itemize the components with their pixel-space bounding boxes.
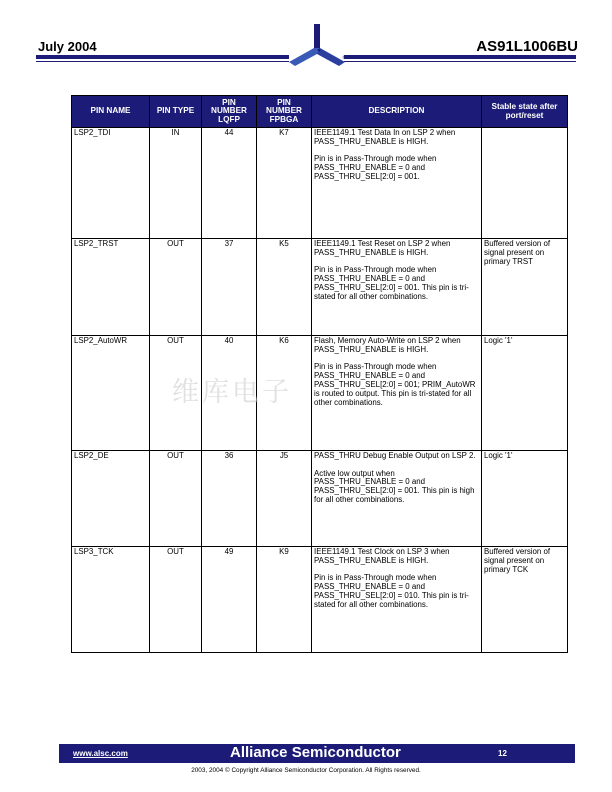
header-rule-right-thin: [344, 61, 576, 62]
table-header-row: [72, 96, 568, 128]
pin-lqfp-cell: 40: [202, 336, 257, 451]
description-cell: [312, 451, 482, 547]
column-header-pin-name: PIN NAME: [72, 96, 150, 128]
pin-description-table: [71, 95, 568, 653]
description-cell: [312, 547, 482, 653]
description-paragraph: Active low output when PASS_THRU_ENABLE = 0 and PASS_THRU_SEL[2:0] = 001. This pin is high for all other combinations.: [314, 468, 475, 504]
description-paragraph: PASS_THRU Debug Enable Output on LSP 2.: [314, 451, 476, 460]
description-paragraph: Pin is in Pass-Through mode when PASS_THRU_ENABLE = 0 and PASS_THRU_SEL[2:0] = 001. This pin is tri-stated for all other combinations.: [314, 265, 469, 301]
stable-state-cell: [482, 128, 568, 239]
header-rule-right: [344, 55, 576, 59]
pin-lqfp-cell: 44: [202, 128, 257, 239]
description-paragraph: IEEE1149.1 Test Reset on LSP 2 when PASS_THRU_ENABLE is HIGH.: [314, 239, 451, 257]
pin-name-cell: LSP2_DE: [72, 451, 150, 547]
pin-fpbga-cell: K6: [257, 336, 312, 451]
header-part-number: AS91L1006BU: [476, 38, 578, 55]
table-row: [72, 451, 568, 547]
description-paragraph: Flash, Memory Auto-Write on LSP 2 when PASS_THRU_ENABLE is HIGH.: [314, 336, 461, 354]
header-rule-left-thin: [36, 61, 289, 62]
stable-state-cell: Logic '1': [482, 451, 568, 547]
stable-state-cell: Logic '1': [482, 336, 568, 451]
table-row: [72, 239, 568, 336]
pin-name-cell: LSP3_TCK: [72, 547, 150, 653]
description-paragraph: IEEE1149.1 Test Clock on LSP 3 when PASS_THRU_ENABLE is HIGH.: [314, 547, 450, 565]
column-header-stable-state: Stable state after port/reset: [482, 96, 568, 128]
pin-lqfp-cell: 36: [202, 451, 257, 547]
column-header-pin-number-fpbga: PIN NUMBER FPBGA: [257, 96, 312, 128]
footer-page-number: 12: [498, 749, 507, 758]
alliance-logo-icon: [287, 22, 347, 68]
pin-name-cell: LSP2_AutoWR: [72, 336, 150, 451]
pin-type-cell: OUT: [150, 451, 202, 547]
pin-name-cell: LSP2_TDI: [72, 128, 150, 239]
pin-name-cell: LSP2_TRST: [72, 239, 150, 336]
footer-company-name: Alliance Semiconductor: [230, 744, 401, 761]
description-paragraph: Pin is in Pass-Through mode when PASS_THRU_ENABLE = 0 and PASS_THRU_SEL[2:0] = 001; PRIM_AutoWR is routed to output. This pin is tri-stated for all other combinations.: [314, 362, 476, 407]
table-row: [72, 547, 568, 653]
stable-state-cell: Buffered version of signal present on primary TCK: [482, 547, 568, 653]
pin-lqfp-cell: 37: [202, 239, 257, 336]
description-paragraph: IEEE1149.1 Test Data In on LSP 2 when PASS_THRU_ENABLE is HIGH.: [314, 128, 456, 146]
column-header-pin-number-lqfp: PIN NUMBER LQFP: [202, 96, 257, 128]
description-paragraph: Pin is in Pass-Through mode when PASS_THRU_ENABLE = 0 and PASS_THRU_SEL[2:0] = 010. This pin is tri-stated for all other combinations.: [314, 573, 469, 609]
stable-state-cell: Buffered version of signal present on primary TRST: [482, 239, 568, 336]
description-paragraph: Pin is in Pass-Through mode when PASS_THRU_ENABLE = 0 and PASS_THRU_SEL[2:0] = 001.: [314, 154, 437, 181]
column-header-description: DESCRIPTION: [312, 96, 482, 128]
pin-fpbga-cell: K9: [257, 547, 312, 653]
svg-text:®: ®: [342, 55, 346, 60]
table-row: [72, 128, 568, 239]
pin-type-cell: IN: [150, 128, 202, 239]
description-cell: [312, 239, 482, 336]
header-date: July 2004: [38, 39, 97, 54]
footer-copyright: 2003, 2004 © Copyright Alliance Semiconductor Corporation. All Rights reserved.: [191, 767, 421, 774]
description-cell: [312, 336, 482, 451]
header-rule-left: [36, 55, 289, 59]
pin-type-cell: OUT: [150, 239, 202, 336]
pin-fpbga-cell: J5: [257, 451, 312, 547]
description-cell: [312, 128, 482, 239]
footer-website-link[interactable]: www.alsc.com: [73, 749, 128, 758]
pin-type-cell: OUT: [150, 336, 202, 451]
table-row: [72, 336, 568, 451]
watermark-text: 维库电子: [172, 377, 292, 408]
column-header-pin-type: PIN TYPE: [150, 96, 202, 128]
pin-lqfp-cell: 49: [202, 547, 257, 653]
pin-fpbga-cell: K7: [257, 128, 312, 239]
pin-fpbga-cell: K5: [257, 239, 312, 336]
pin-type-cell: OUT: [150, 547, 202, 653]
